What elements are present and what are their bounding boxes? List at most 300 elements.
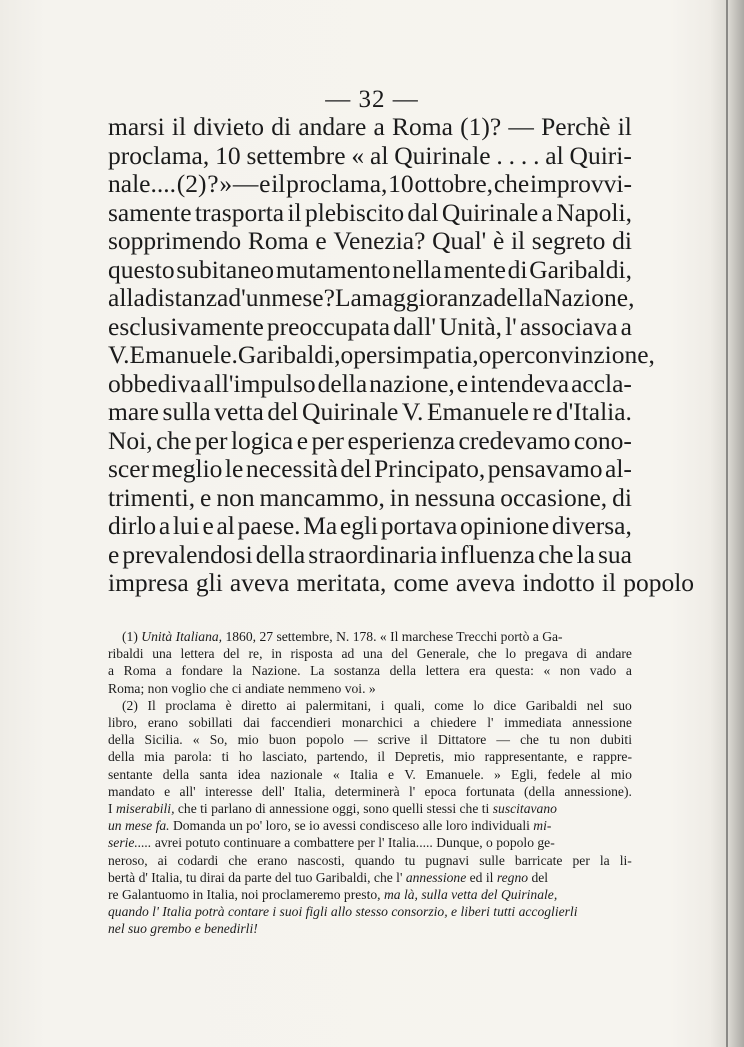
word: idea (237, 766, 261, 782)
word: il (617, 112, 632, 141)
word: santa (199, 766, 228, 782)
word: il (271, 169, 286, 198)
word: V. (401, 397, 424, 426)
word: dell' (261, 783, 285, 799)
word: ad (341, 646, 355, 662)
word: Emanuele. (129, 340, 238, 369)
word: sostanza (333, 663, 381, 679)
word: parola: (174, 749, 212, 765)
word: in (389, 482, 410, 512)
word: era (469, 663, 486, 679)
word: rappre- (592, 749, 632, 765)
word: e (296, 425, 309, 455)
word: della (317, 368, 368, 398)
footnote-line (108, 662, 632, 679)
word: simpatia, (385, 340, 479, 369)
word: fedele (547, 766, 581, 782)
word: i (380, 697, 385, 713)
word: che (228, 852, 248, 868)
word: intendeva (470, 368, 570, 398)
word: . (533, 140, 540, 170)
word: sobillati (188, 715, 233, 731)
word: o (340, 340, 354, 369)
word: erano (147, 715, 179, 731)
word: l' (487, 715, 494, 731)
word: faccendieri (270, 715, 332, 731)
word: nazionale (270, 766, 323, 782)
word: la (599, 852, 610, 868)
main-text-line (108, 398, 632, 427)
word: che (156, 425, 192, 455)
word: all' (179, 783, 196, 799)
footnote-line (108, 852, 632, 869)
word: straordinaria (308, 539, 438, 569)
word: prevalendosi (122, 539, 253, 569)
word: erano (257, 852, 288, 868)
word: a (413, 715, 420, 731)
word: nel (586, 697, 604, 713)
word: della (255, 539, 306, 569)
word: lui (172, 511, 200, 540)
word: della (108, 749, 135, 765)
word: al (545, 140, 564, 170)
word: » (494, 766, 501, 782)
word: ? (207, 169, 219, 198)
footnote-line: nel suo grembo e benedirli! (108, 921, 258, 937)
word: mese? (271, 283, 335, 312)
word: codardi (177, 852, 219, 868)
word: della (493, 283, 544, 312)
word: nazione, (369, 368, 455, 398)
word: al (370, 140, 389, 170)
word: Roma (392, 112, 453, 141)
word: lo (505, 646, 516, 662)
footnote-line: bertà d' Italia, tu dirai da parte del tuo Garibaldi, che l' annessione ed il regno del (108, 869, 549, 885)
word: Garibaldi (525, 697, 578, 713)
word: per (491, 340, 524, 369)
word: Principato, (374, 454, 486, 483)
word: esclusivamente (108, 311, 264, 341)
word: le (224, 454, 244, 483)
word: re, (248, 646, 263, 662)
word: marsi (108, 112, 165, 141)
word: in (271, 646, 282, 662)
word: rappresentante, (484, 749, 568, 765)
main-text-line (108, 113, 632, 142)
page-number: — 32 — (325, 86, 419, 113)
word: sulle (479, 852, 505, 868)
footnote-line: un mese fa. Domanda un po' loro, se io avessi condisceso alle loro individuali mi- (108, 818, 552, 834)
word: Noi, (108, 425, 153, 455)
word: del (267, 397, 299, 426)
word: vado (589, 663, 617, 679)
word: andare (298, 112, 367, 141)
word: . (508, 140, 515, 170)
word: aveva (229, 568, 290, 597)
word: è (225, 697, 232, 713)
word: maggioranza (361, 283, 494, 312)
word: di (576, 646, 588, 662)
word: ai (157, 852, 168, 868)
word: li- (619, 852, 632, 868)
word: che (477, 646, 497, 662)
word: « (332, 766, 340, 782)
word: dai (243, 715, 260, 731)
word: meglio (151, 454, 223, 483)
main-text-line (108, 199, 632, 228)
footnote-2 (108, 697, 632, 938)
word: annessione (572, 715, 632, 731)
word: proclama, (108, 140, 210, 170)
word: Roma (247, 226, 309, 255)
word: che (493, 169, 530, 198)
footnote-line (108, 731, 632, 748)
footnote-line: serie..... avrei potuto continuare a combattere per l' Italia..... Dunque, o popolo ge- (108, 835, 555, 851)
main-text-line (108, 541, 632, 570)
word: (2) (176, 169, 207, 198)
word: e (456, 368, 469, 398)
main-text-line (108, 455, 632, 484)
word: Egli, (511, 766, 538, 782)
word: pregava (524, 646, 568, 662)
word: Il (147, 697, 156, 713)
word: neroso, (108, 852, 148, 868)
main-text (108, 112, 695, 598)
footnote-line (108, 697, 632, 714)
word: meritata, (296, 568, 387, 597)
word: La (310, 663, 325, 679)
word: — (508, 112, 534, 141)
word: dubiti (600, 732, 632, 748)
word: scrive (377, 732, 411, 748)
word: una (363, 646, 383, 662)
word: 10 (215, 140, 241, 170)
word: logica (230, 425, 294, 455)
word: d'un (228, 283, 272, 312)
word: ottobre, (414, 169, 494, 198)
word: (della (524, 783, 555, 799)
word: Nazione, (543, 283, 635, 312)
word: fortunata (465, 783, 515, 799)
word: occasione, (500, 482, 608, 512)
word: ho (238, 749, 253, 765)
word: mio (610, 766, 632, 782)
word: di (271, 112, 292, 141)
word: Emanuele (426, 397, 529, 426)
word: « (192, 732, 200, 748)
main-text-line (108, 256, 632, 285)
word: il (287, 197, 302, 227)
footnote-line (108, 748, 632, 765)
word: quando (354, 852, 395, 868)
word: del (340, 454, 372, 483)
word: . (496, 140, 503, 170)
word: una (152, 646, 172, 662)
word: cono- (573, 425, 632, 455)
word: al- (605, 454, 632, 483)
word: suo (612, 697, 632, 713)
word: Italia (349, 766, 378, 782)
word: « (543, 663, 551, 679)
word: partendo, (316, 749, 368, 765)
word: Quirinale (441, 197, 539, 227)
word: Napoli, (556, 197, 632, 227)
word: Garibaldi, (529, 254, 632, 284)
word: a (158, 511, 171, 540)
word: mutamento (275, 254, 391, 284)
word: scer (108, 454, 150, 483)
word: nella (392, 254, 442, 284)
word: necessità (245, 454, 338, 483)
word: la (232, 663, 243, 679)
footnote-line: Roma; non voglio che ci andiate nemmeno voi. » (108, 680, 376, 696)
word: e (200, 482, 212, 512)
word: alla (108, 283, 145, 312)
word: paese. (237, 511, 301, 540)
word: segreto (531, 226, 606, 255)
word: Sicilia. (144, 732, 183, 748)
word: determinerà (334, 783, 400, 799)
word: per (572, 852, 590, 868)
word: è (492, 226, 505, 255)
word: Quirinale (302, 397, 399, 426)
word: buon (268, 732, 297, 748)
footnote-line (108, 766, 632, 783)
word: o (478, 340, 492, 369)
word: al (590, 766, 601, 782)
word: accla- (571, 368, 632, 398)
footnote-1 (108, 628, 632, 697)
footnote-line (108, 714, 632, 731)
word: divieto (193, 112, 265, 141)
word: fondare (181, 663, 223, 679)
word: (2) (122, 697, 138, 713)
footnote-line: (1) Unità Italiana, 1860, 27 settembre, N. 178. « Il marchese Trecchi portò a Ga- (122, 629, 563, 644)
word: monarchici (341, 715, 403, 731)
word: dal (407, 197, 439, 227)
main-text-line (108, 512, 632, 541)
word: Italia, (294, 783, 326, 799)
word: — (496, 732, 510, 748)
word: l' (505, 311, 517, 341)
word: aveva (455, 568, 516, 597)
word: libro, (108, 715, 138, 731)
word: annessione). (564, 783, 632, 799)
word: a (373, 112, 385, 141)
word: per (311, 425, 345, 455)
word: egli (339, 511, 379, 540)
word: . (520, 140, 528, 170)
word: convinzione, (523, 340, 655, 369)
main-text-line (108, 283, 635, 313)
footnote-line: quando l' Italia potrà contare i suoi figli allo stesso consorzio, e liberi tutti accoglierli (108, 904, 578, 920)
word: di (612, 482, 632, 512)
word: vetta (214, 397, 264, 426)
word: Qual' (432, 226, 487, 255)
word: 10 (388, 169, 414, 198)
word: mente (443, 254, 506, 284)
word: trasporta (194, 197, 285, 227)
word: Venezia? (333, 226, 426, 255)
word: Quiri- (569, 140, 632, 170)
word: plebiscito (304, 197, 405, 227)
word: di (612, 226, 632, 255)
word: nascosti, (297, 852, 345, 868)
word: il (601, 568, 617, 597)
word: al (216, 511, 235, 540)
word: lasciato, (262, 749, 308, 765)
word: Perchè (541, 112, 611, 141)
word: e (259, 169, 271, 198)
word: esperienza (347, 425, 456, 455)
page-fold-line (726, 0, 728, 1047)
word: non (216, 482, 255, 512)
word: impresa (108, 568, 189, 597)
word: che (520, 732, 539, 748)
main-text-line (108, 340, 655, 370)
word: chiedere (430, 715, 477, 731)
word: e (315, 226, 327, 255)
word: (1)? (460, 112, 502, 141)
word: ai (286, 697, 297, 713)
word: associava (519, 311, 618, 341)
word: dall' (393, 311, 436, 341)
word: lettera (180, 646, 215, 662)
word: l' (408, 783, 416, 799)
word: questo (108, 254, 175, 284)
footnote-line: I miserabili, che ti parlano di annessione oggi, sono quelli stessi che ti suscitavano (108, 801, 557, 817)
word: credevamo (458, 425, 571, 455)
word: lo (473, 697, 484, 713)
word: ti (221, 749, 230, 765)
word: nessuna (414, 482, 496, 512)
word: Garibaldi, (237, 340, 341, 369)
word: quali, (394, 697, 425, 713)
word: trimenti, (108, 482, 196, 512)
footnote-line (108, 645, 632, 662)
main-text-line (108, 427, 632, 456)
word: Unità, (438, 311, 503, 341)
word: la (576, 539, 595, 569)
word: mia (144, 749, 165, 765)
word: della (162, 766, 190, 782)
word: samente (108, 197, 192, 227)
main-text-line (108, 484, 632, 513)
word: epoca (424, 783, 457, 799)
word: il (420, 732, 428, 748)
word: nale.... (108, 169, 176, 198)
word: del (223, 646, 240, 662)
word: a (108, 663, 115, 679)
footnote-line: re Galantuomo in Italia, noi proclameremo presto, ma là, sulla vetta del Quirinale, (108, 887, 558, 903)
word: portava (380, 511, 458, 540)
word: e (164, 783, 171, 799)
word: del (391, 646, 408, 662)
word: Generale, (416, 646, 470, 662)
word: — (354, 732, 368, 748)
word: settembre (246, 140, 346, 170)
word: popolo (306, 732, 344, 748)
word: proclama, (286, 169, 388, 198)
word: e (577, 749, 584, 765)
word: proclama (165, 697, 216, 713)
word: pensavamo (487, 454, 603, 483)
word: influenza (440, 539, 536, 569)
word: andare (595, 646, 632, 662)
word: Roma (123, 663, 157, 679)
word: dice (493, 697, 517, 713)
word: — (232, 169, 259, 198)
word: e (388, 766, 395, 782)
word: indotto (522, 568, 595, 597)
word: sentante (108, 766, 153, 782)
word: il (510, 226, 526, 255)
word: improvvi- (529, 169, 632, 198)
word: a (541, 197, 553, 227)
word: per (353, 340, 386, 369)
word: mandato (108, 783, 155, 799)
word: come (434, 697, 464, 713)
word: interesse (204, 783, 253, 799)
word: che (538, 539, 574, 569)
word: obbediva (108, 368, 202, 398)
word: non (559, 663, 581, 679)
word: della (108, 732, 135, 748)
word: « (351, 140, 365, 170)
word: della (389, 663, 417, 679)
word: So, (209, 732, 228, 748)
word: Dittatore (437, 732, 487, 748)
word: pugnavi (425, 852, 470, 868)
word: sopprimendo (108, 226, 242, 255)
word: Emanuele. (426, 766, 484, 782)
word: a (620, 311, 632, 341)
word: non (569, 732, 591, 748)
word: preoccupata (266, 311, 391, 341)
word: palermitani, (305, 697, 372, 713)
word: diretto (241, 697, 277, 713)
word: questa: (495, 663, 534, 679)
main-text-line (108, 313, 632, 342)
footnotes (108, 628, 632, 938)
word: subitaneo (176, 254, 275, 284)
word: mancammo, (259, 482, 385, 512)
word: re (532, 397, 553, 426)
word: diversa, (551, 511, 632, 540)
word: e (202, 511, 214, 540)
word: barricate (514, 852, 563, 868)
word: a (625, 663, 632, 679)
word: mare (108, 397, 159, 426)
word: opinione (459, 511, 550, 540)
word: V. (404, 766, 416, 782)
word: mio (237, 732, 259, 748)
word: Ma (303, 511, 338, 540)
word: dirlo (108, 511, 157, 540)
word: Nazione. (251, 663, 301, 679)
word: mio (453, 749, 475, 765)
main-text-line (108, 568, 695, 598)
footnote-line (108, 783, 632, 800)
word: Quirinale (394, 140, 491, 170)
word: risposta (290, 646, 333, 662)
main-text-line (108, 227, 632, 256)
word: immediata (504, 715, 562, 731)
word: di (507, 254, 528, 284)
word: La (334, 283, 362, 312)
word: e (108, 539, 120, 569)
main-text-line (108, 370, 632, 399)
